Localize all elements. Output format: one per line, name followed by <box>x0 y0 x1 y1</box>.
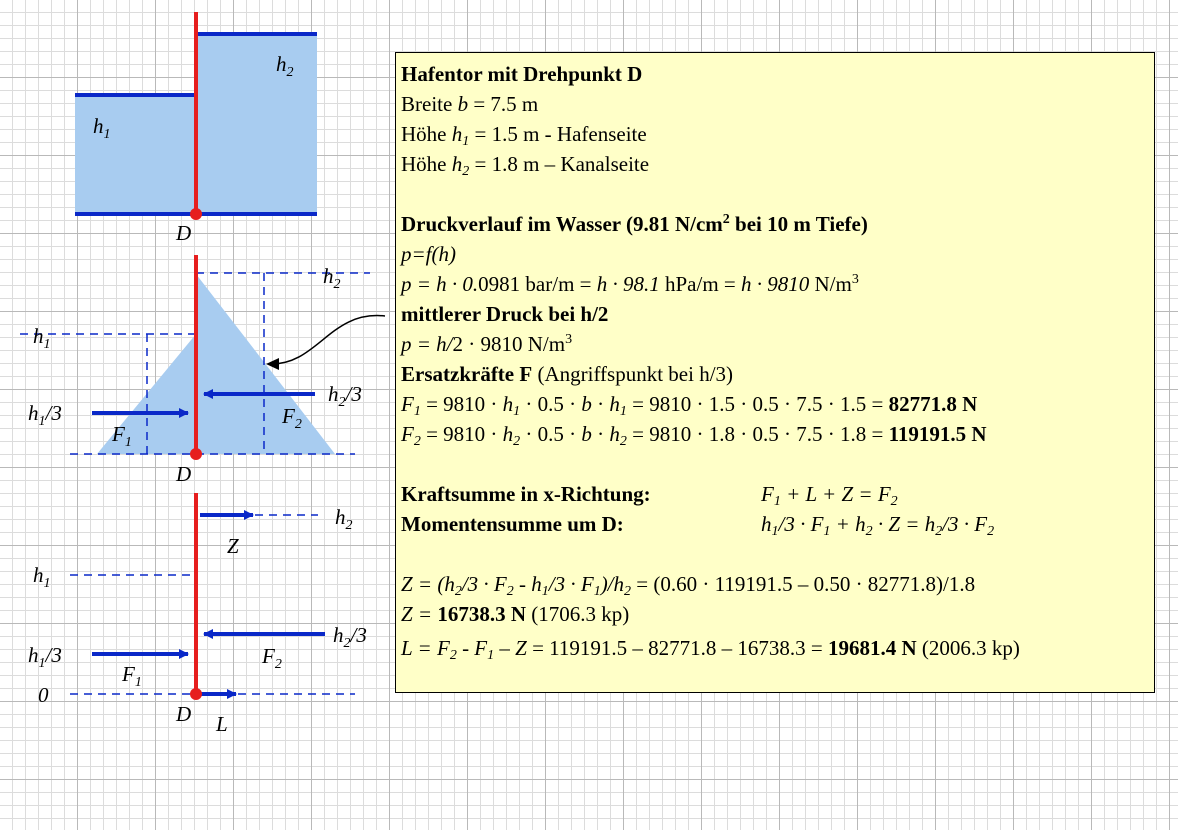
label-h1: $h_1$ <box>93 114 111 142</box>
pressure-triangle-right <box>196 274 335 454</box>
label-h2-b: $h_2$ <box>323 264 341 292</box>
mittel-title: mittlerer Druck bei h/2 <box>401 302 609 326</box>
label-h2: $h_2$ <box>276 52 294 80</box>
line-hoehe-h2: Höhe $h_2 = 1.8$ m – Kanalseite <box>401 152 650 179</box>
force-figure <box>28 493 367 736</box>
line-kraftsumme: Kraftsumme in x-Richtung: $F_1 + L + Z = F_2$ <box>401 482 898 509</box>
line-z-result: Z = 16738.3 N (1706.3 kp) <box>401 602 630 626</box>
label-h2-c: $h_2$ <box>335 505 353 533</box>
line-breite: Breite b = 7.5 m <box>401 92 539 116</box>
label-h1-third-c: $h_1/3$ <box>28 643 62 671</box>
box-title: Hafentor mit Drehpunkt D <box>401 62 643 86</box>
label-pivot-2: D <box>176 462 192 486</box>
pivot-point-3 <box>190 688 202 700</box>
label-h2-third-c: $h_2/3$ <box>333 623 367 651</box>
pointer-arrow <box>270 316 385 364</box>
line-p-mittel: p = h/2 · 9810 $N/m^3$ <box>401 332 573 356</box>
label-h2-third: $h_2/3$ <box>328 382 362 410</box>
pressure-figure <box>20 255 385 486</box>
label-pivot: D <box>176 221 192 245</box>
water-right <box>196 34 317 214</box>
water-left <box>75 95 196 214</box>
water-level-figure <box>75 12 317 245</box>
line-momentensumme: Momentensumme um D: $h_1/3 \cdot F_1 + h_2 \cdot Z = h_2/3 \cdot F_2$ <box>401 512 995 539</box>
line-l-result: $L = F_2 - F_1 - Z = 119191.5 - 82771.8 - 16738.3 = 19681.4$ N (2006.3 kp) <box>401 636 1020 663</box>
label-f2: $F_2$ <box>282 404 302 432</box>
label-zero: 0 <box>38 683 49 707</box>
label-z: Z <box>227 534 239 558</box>
label-f1: $F_1$ <box>112 422 132 450</box>
line-p-eq: p = h · 0.0981 bar/m = h · 98.1 hPa/m = h · 9810 $N/m^3$ <box>401 272 859 296</box>
label-f2-c: $F_2$ <box>262 644 282 672</box>
druck-title: Druckverlauf im Wasser (9.81 $N/cm^2$ bei 10 m Tiefe) <box>401 212 868 236</box>
line-z-eq: $Z = (h_2/3 \cdot F_2 - h_1/3 \cdot F_1)/h_2 = (0.60 \cdot 119191.5 - 0.50 \cdot 82771.8)/1.8$ <box>401 572 976 599</box>
label-pivot-3: D <box>176 702 192 726</box>
label-h1-c: $h_1$ <box>33 563 51 591</box>
pivot-point <box>190 208 202 220</box>
line-f2: $F_2 = 9810 \cdot h_2 \cdot 0.5 \cdot b \cdot h_2 = 9810 \cdot 1.8 \cdot 0.5 \cdot 7.5 \cdot 1.8 = 119191.5$ N <box>401 422 987 449</box>
line-f1: $F_1 = 9810 \cdot h_1 \cdot 0.5 \cdot b \cdot h_1 = 9810 \cdot 1.5 \cdot 0.5 \cdot 7.5 \cdot 1.5 = 82771.8$ N <box>401 392 978 419</box>
ersatz-title: Ersatzkräfte F (Angriffspunkt bei h/3) <box>401 362 734 386</box>
pivot-point-2 <box>190 448 202 460</box>
line-hoehe-h1: Höhe $h_1 = 1.5$ m - Hafenseite <box>401 122 647 149</box>
calculation-box <box>395 52 1155 693</box>
label-f1-c: $F_1$ <box>122 662 142 690</box>
label-h1-third: $h_1/3$ <box>28 401 62 429</box>
line-pfh: p=f(h) <box>401 242 456 266</box>
label-h1-b: $h_1$ <box>33 324 51 352</box>
label-l: L <box>216 712 228 736</box>
